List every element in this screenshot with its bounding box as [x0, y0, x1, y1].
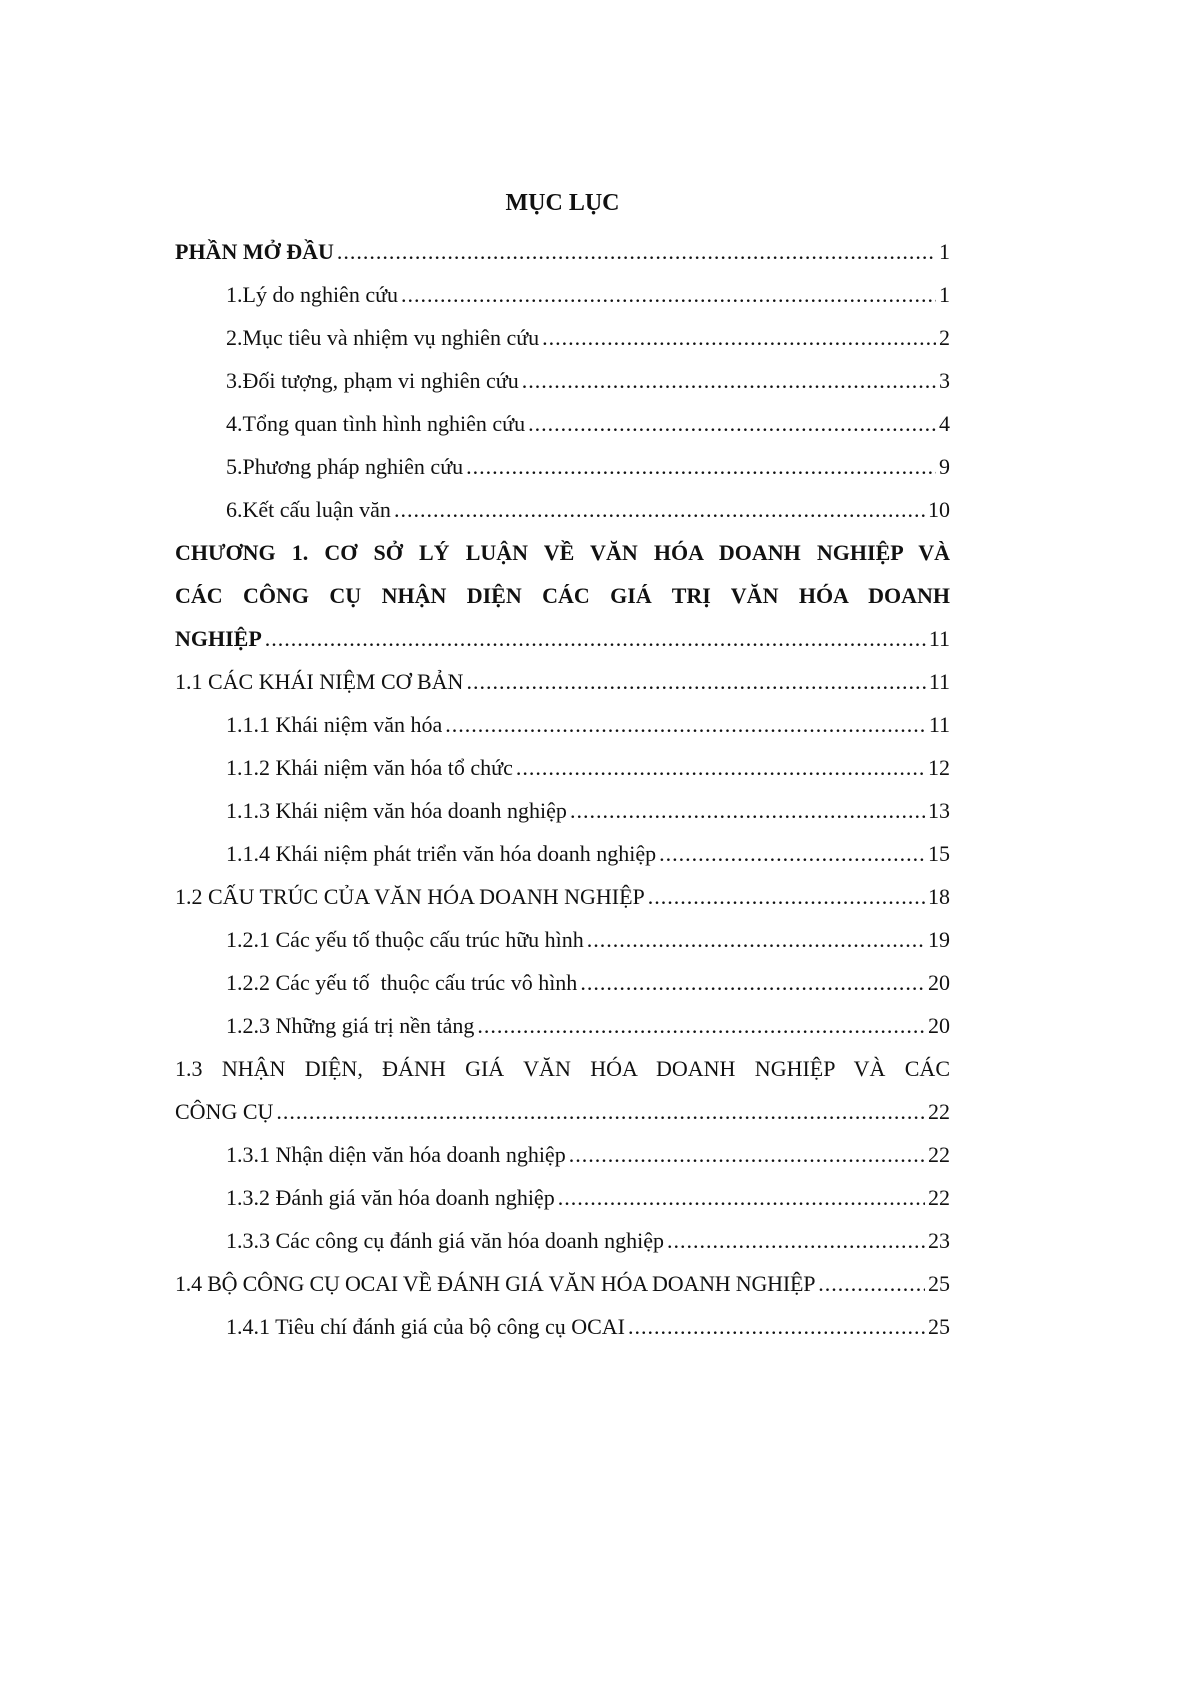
toc-entry-page: 9: [939, 454, 950, 479]
toc-entry[interactable]: [175, 875, 950, 918]
toc-leader-dots: [587, 918, 925, 961]
toc-entry-section-1-3[interactable]: [175, 1047, 950, 1133]
toc-leader-dots: [628, 1305, 925, 1348]
toc-entry-number: 2.: [226, 325, 243, 350]
toc-leader-dots: [394, 488, 925, 531]
toc-entry-label: PHẦN MỞ ĐẦU: [175, 239, 334, 264]
toc-entry-label: Lý do nghiên cứu: [242, 282, 399, 307]
toc-entry-line: CÁC CÔNG CỤ NHẬN DIỆN CÁC GIÁ TRỊ VĂN HÓA DOANH: [175, 583, 950, 608]
toc-entry-page: 23: [928, 1228, 950, 1253]
toc-entry[interactable]: [175, 918, 950, 961]
toc-entry[interactable]: [175, 1262, 950, 1305]
toc-leader-dots: [401, 273, 936, 316]
toc-entry-page: 25: [928, 1314, 950, 1339]
toc-entry-label: 1.1.1 Khái niệm văn hóa: [226, 712, 443, 737]
toc-entry[interactable]: [175, 660, 950, 703]
toc-leader-dots: [522, 359, 936, 402]
toc-entry-label: Kết cấu luận văn: [242, 497, 391, 522]
toc-entry-label: 1.1.4 Khái niệm phát triển văn hóa doanh nghiệp: [226, 841, 657, 866]
toc-entry-page: 1: [939, 239, 950, 264]
toc-leader-dots: [516, 746, 925, 789]
toc-leader-dots: [659, 832, 925, 875]
toc-entry-label: Phương pháp nghiên cứu: [242, 454, 464, 479]
toc-entry-label: 1.1 CÁC KHÁI NIỆM CƠ BẢN: [175, 669, 464, 694]
toc-entry[interactable]: [175, 1305, 950, 1348]
toc-leader-dots: [569, 1133, 925, 1176]
toc-leader-dots: [477, 1004, 925, 1047]
toc-entry-label: 1.1.3 Khái niệm văn hóa doanh nghiệp: [226, 798, 567, 823]
toc-entry-page: 15: [928, 841, 950, 866]
toc-entry[interactable]: [175, 746, 950, 789]
toc-entry-line: [175, 617, 950, 660]
toc-entry-label: Tổng quan tình hình nghiên cứu: [242, 411, 526, 436]
toc-leader-dots: [558, 1176, 925, 1219]
toc-entry[interactable]: [175, 961, 950, 1004]
toc-entry[interactable]: [175, 445, 950, 488]
toc-entry-page: 1: [939, 282, 950, 307]
toc-entry-line: [175, 1090, 950, 1133]
toc-entry[interactable]: [175, 1219, 950, 1262]
toc-leader-dots: [276, 1090, 925, 1133]
toc-entry[interactable]: [175, 359, 950, 402]
toc-entry-page: 11: [928, 669, 950, 694]
toc-entry[interactable]: [175, 832, 950, 875]
toc-entry-line: 1.3 NHẬN DIỆN, ĐÁNH GIÁ VĂN HÓA DOANH NGHIỆP VÀ CÁC: [175, 1056, 950, 1081]
toc-entry[interactable]: [175, 1176, 950, 1219]
toc-leader-dots: [570, 789, 925, 832]
toc-entry-page: 22: [928, 1185, 950, 1210]
toc-leader-dots: [466, 660, 925, 703]
toc-entry-page: 19: [928, 927, 950, 952]
toc-entry-page: 13: [928, 798, 950, 823]
toc-entry-label: Đối tượng, phạm vi nghiên cứu: [242, 368, 519, 393]
toc-leader-dots: [466, 445, 936, 488]
toc-entry-label: 1.2.2 Các yếu tố thuộc cấu trúc vô hình: [226, 970, 578, 995]
toc-entry-number: 1.: [226, 282, 243, 307]
toc-entry[interactable]: [175, 402, 950, 445]
toc-leader-dots: [445, 703, 926, 746]
toc-leader-dots: [648, 875, 925, 918]
toc-entry-chapter-1[interactable]: [175, 531, 950, 660]
toc-entry-page: 11: [928, 626, 950, 651]
toc-entry-intro[interactable]: [175, 230, 950, 273]
toc-entry-label: 1.1.2 Khái niệm văn hóa tổ chức: [226, 755, 513, 780]
toc-entry[interactable]: [175, 273, 950, 316]
toc-entry-number: 5.: [226, 454, 243, 479]
toc-entry-label: 1.4 BỘ CÔNG CỤ OCAI VỀ ĐÁNH GIÁ VĂN HÓA DOANH NGHIỆP: [175, 1271, 816, 1296]
toc-entry-number: 6.: [226, 497, 243, 522]
toc-entry-page: 25: [928, 1271, 950, 1296]
toc-entry-label: 1.3.2 Đánh giá văn hóa doanh nghiệp: [226, 1185, 555, 1210]
toc-leader-dots: [337, 230, 936, 273]
toc-entry-label: Mục tiêu và nhiệm vụ nghiên cứu: [242, 325, 540, 350]
toc-entry-page: 20: [928, 1013, 950, 1038]
toc-entry-line: CHƯƠNG 1. CƠ SỞ LÝ LUẬN VỀ VĂN HÓA DOANH NGHIỆP VÀ: [175, 540, 950, 565]
toc-entry-label: 1.4.1 Tiêu chí đánh giá của bộ công cụ OCAI: [226, 1314, 625, 1339]
toc-entry-page: 22: [928, 1099, 950, 1124]
toc-leader-dots: [265, 617, 926, 660]
toc-entry[interactable]: [175, 789, 950, 832]
toc-entry-label: 1.2.1 Các yếu tố thuộc cấu trúc hữu hình: [226, 927, 584, 952]
toc-leader-dots: [818, 1262, 925, 1305]
toc-entry[interactable]: [175, 1133, 950, 1176]
toc-entry-label: 1.2.3 Những giá trị nền tảng: [226, 1013, 475, 1038]
toc-entry[interactable]: [175, 488, 950, 531]
toc-entry-number: 3.: [226, 368, 243, 393]
toc-list: [175, 230, 950, 1348]
toc-leader-dots: [580, 961, 925, 1004]
toc-entry-label: 1.3.3 Các công cụ đánh giá văn hóa doanh nghiệp: [226, 1228, 665, 1253]
toc-leader-dots: [667, 1219, 925, 1262]
toc-entry-page: 4: [939, 411, 950, 436]
toc-entry-page: 12: [928, 755, 950, 780]
toc-entry-label: NGHIỆP: [175, 626, 262, 651]
toc-leader-dots: [542, 316, 936, 359]
toc-entry[interactable]: [175, 316, 950, 359]
toc-entry-label: 1.3.1 Nhận diện văn hóa doanh nghiệp: [226, 1142, 566, 1167]
toc-entry[interactable]: [175, 1004, 950, 1047]
toc-entry-page: 11: [928, 712, 950, 737]
toc-entry-page: 2: [939, 325, 950, 350]
toc-entry-page: 18: [928, 884, 950, 909]
toc-entry-label: CÔNG CỤ: [175, 1099, 274, 1124]
toc-page: [175, 186, 950, 1348]
toc-entry-label: 1.2 CẤU TRÚC CỦA VĂN HÓA DOANH NGHIỆP: [175, 884, 645, 909]
toc-title: MỤC LỤC: [505, 190, 620, 216]
toc-entry-number: 4.: [226, 411, 243, 436]
toc-entry-page: 20: [928, 970, 950, 995]
toc-entry-page: 10: [928, 497, 950, 522]
toc-entry-page: 3: [939, 368, 950, 393]
toc-leader-dots: [528, 402, 936, 445]
toc-entry-page: 22: [928, 1142, 950, 1167]
toc-entry[interactable]: [175, 703, 950, 746]
